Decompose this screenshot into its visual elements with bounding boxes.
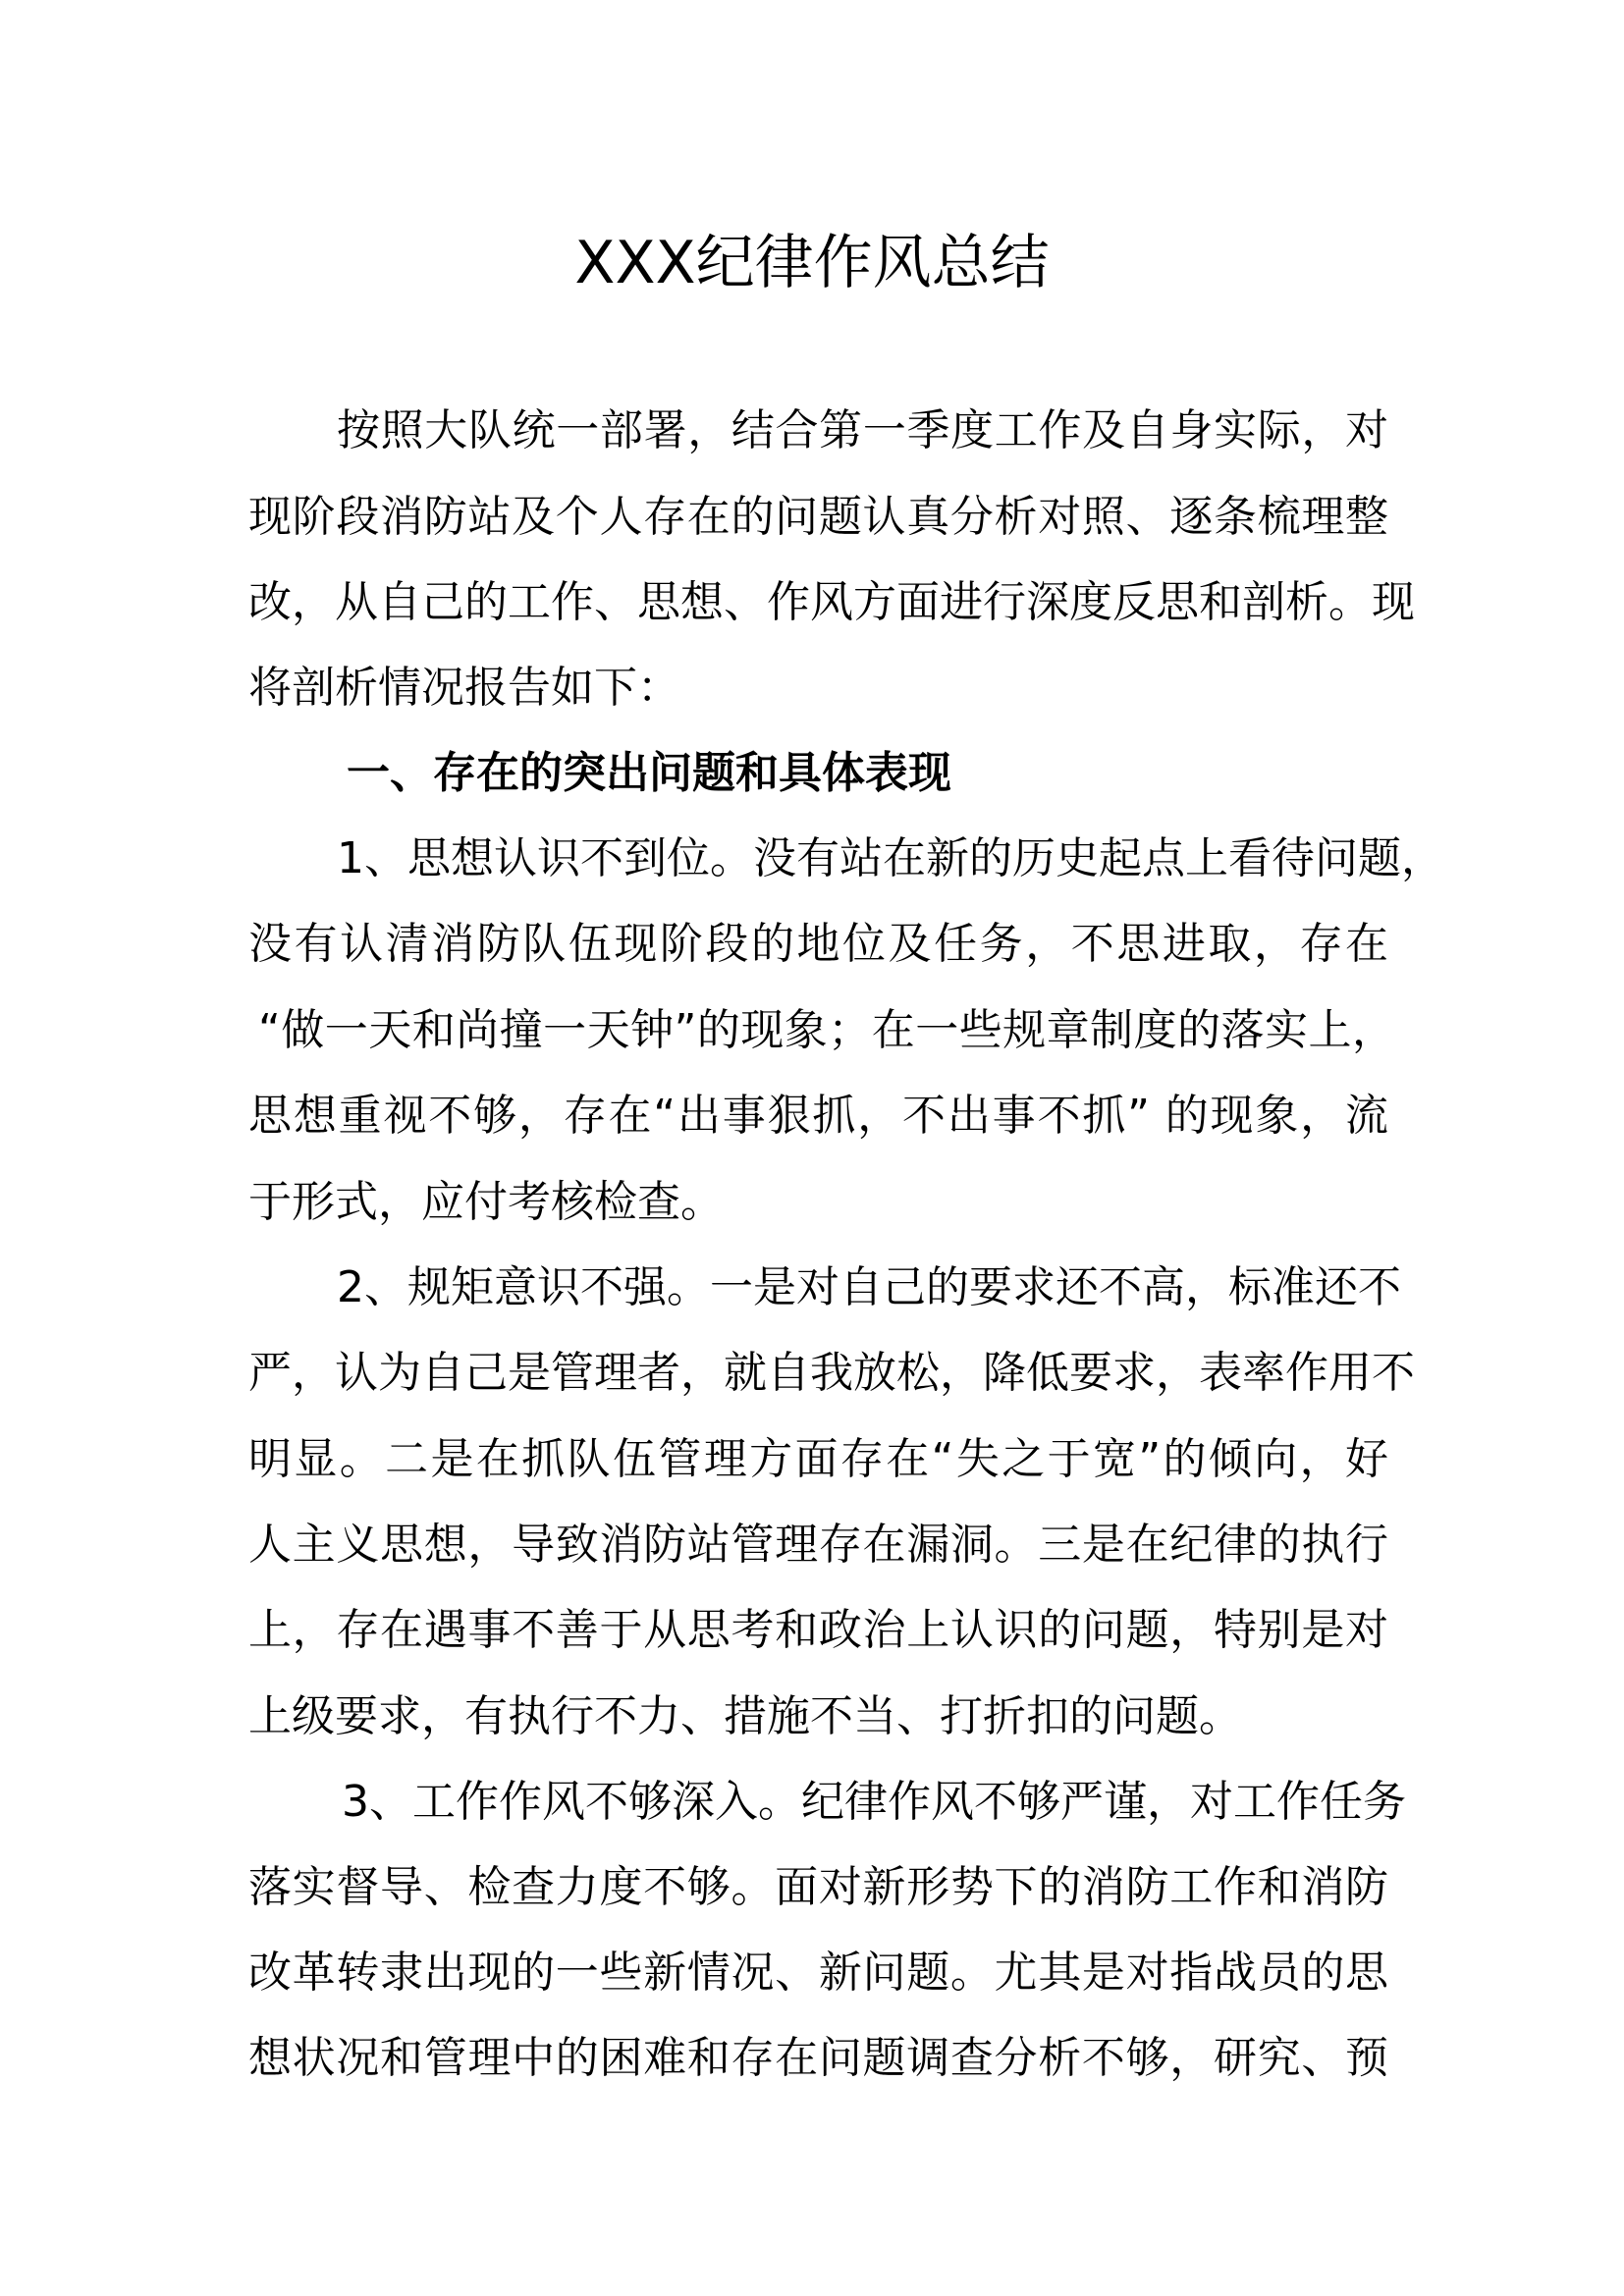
section-heading: 一、存在的突出问题和具体表现 xyxy=(347,748,951,798)
paragraph-line: 落实督导、检查力度不够。面对新形势下的消防工作和消防 xyxy=(248,1862,1388,1912)
paragraph-line: 想状况和管理中的困难和存在问题调查分析不够，研究、预 xyxy=(248,2033,1388,2083)
document-title: XXX纪律作风总结 xyxy=(574,229,1050,297)
paragraph-line: 人主义思想，导致消防站管理存在漏洞。三是在纪律的执行 xyxy=(248,1520,1388,1570)
paragraph-line: 现阶段消防站及个人存在的问题认真分析对照、逐条梳理整 xyxy=(248,492,1388,542)
paragraph-line: 明显。二是在抓队伍管理方面存在“失之于宽”的倾向，好 xyxy=(248,1434,1388,1484)
paragraph-line: 改革转隶出现的一些新情况、新问题。尤其是对指战员的思 xyxy=(248,1948,1388,1998)
paragraph-line: 严，认为自己是管理者，就自我放松，降低要求，表率作用不 xyxy=(248,1348,1415,1398)
paragraph-line: 将剖析情况报告如下： xyxy=(248,663,680,713)
paragraph-line: 于形式，应付考核检查。 xyxy=(248,1177,724,1227)
paragraph-line: 上级要求，有执行不力、措施不当、打折扣的问题。 xyxy=(248,1691,1242,1741)
paragraph-line: 没有认清消防队伍现阶段的地位及任务，不思进取，存在 xyxy=(248,919,1388,969)
paragraph-line: 2、规矩意识不强。一是对自己的要求还不高，标准还不 xyxy=(337,1262,1401,1312)
paragraph-line: 1、思想认识不到位。没有站在新的历史起点上看待问题， xyxy=(337,833,1444,883)
paragraph-line: 3、工作作风不够深入。纪律作风不够严谨，对工作任务 xyxy=(342,1777,1406,1827)
paragraph-line: 改，从自己的工作、思想、作风方面进行深度反思和剖析。现 xyxy=(248,577,1415,627)
paragraph-line: 思想重视不够，存在“出事狠抓，不出事不抓” 的现象，流 xyxy=(248,1091,1388,1141)
paragraph-line: “做一天和尚撞一天钟”的现象；在一些规章制度的落实上， xyxy=(258,1005,1395,1055)
paragraph-line: 上，存在遇事不善于从思考和政治上认识的问题，特别是对 xyxy=(248,1605,1388,1655)
paragraph-line: 按照大队统一部署，结合第一季度工作及自身实际，对 xyxy=(337,405,1388,455)
